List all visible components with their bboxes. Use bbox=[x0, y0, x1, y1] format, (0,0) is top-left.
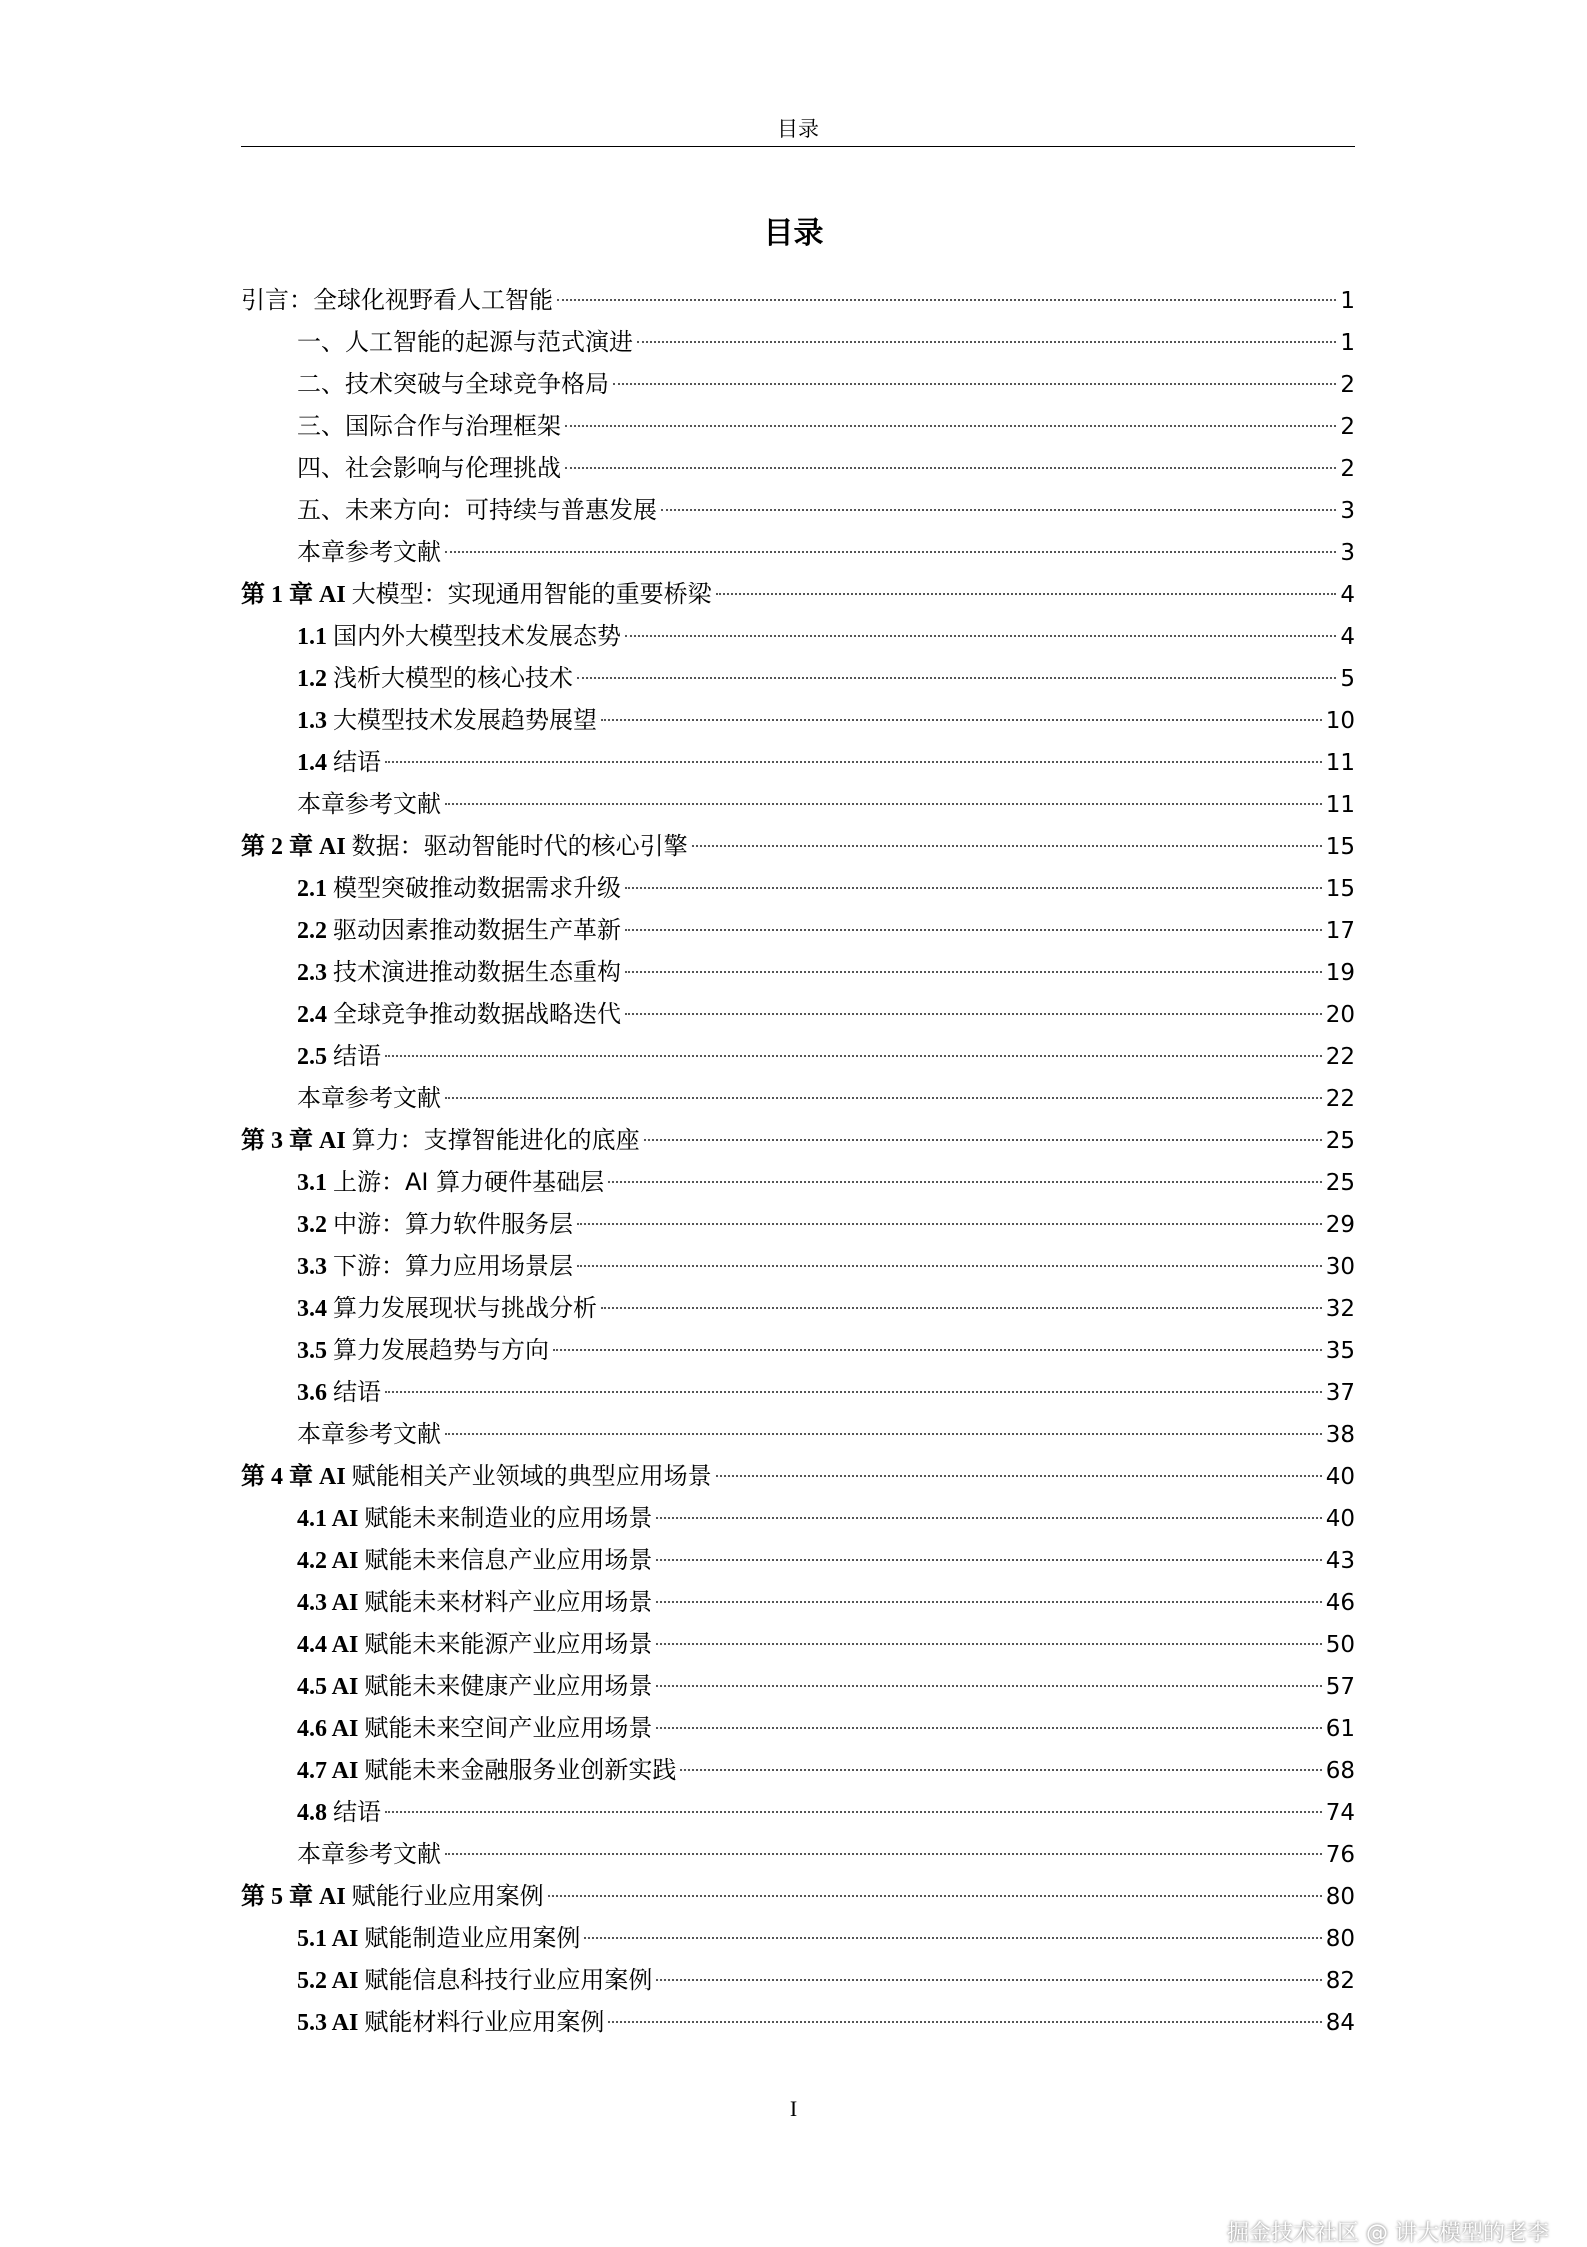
toc-entry-text: 结语 bbox=[333, 1378, 381, 1406]
toc-entry-number: 4.4 AI bbox=[297, 1632, 365, 1658]
toc-entry-page: 17 bbox=[1325, 918, 1355, 944]
toc-entry-number: 5.1 AI bbox=[297, 1926, 365, 1952]
toc-section-entry[interactable] bbox=[241, 1959, 1355, 2001]
toc-entry-label bbox=[297, 489, 657, 531]
toc-entry-label bbox=[297, 783, 441, 825]
toc-entry-text: 本章参考文献 bbox=[297, 790, 441, 818]
toc-entry-page: 29 bbox=[1325, 1212, 1355, 1238]
toc-section-entry[interactable] bbox=[241, 363, 1355, 405]
dot-leader bbox=[445, 1097, 1322, 1099]
toc-entry-text: 结语 bbox=[333, 748, 381, 776]
toc-entry-label bbox=[297, 2001, 604, 2044]
toc-section-entry[interactable] bbox=[241, 1077, 1355, 1119]
dot-leader bbox=[584, 1937, 1321, 1939]
toc-chapter-entry[interactable] bbox=[241, 573, 1355, 615]
dot-leader bbox=[661, 509, 1336, 511]
dot-leader bbox=[385, 1391, 1322, 1393]
toc-entry-page: 43 bbox=[1325, 1548, 1355, 1574]
toc-section-entry[interactable] bbox=[241, 741, 1355, 783]
dot-leader bbox=[445, 551, 1336, 553]
toc-entry-number: 4.1 AI bbox=[297, 1506, 365, 1532]
toc-title: 目录 bbox=[763, 216, 824, 251]
toc-chapter-entry[interactable] bbox=[241, 1875, 1355, 1917]
toc-entry-text: 算力发展现状与挑战分析 bbox=[333, 1294, 597, 1322]
toc-entry-number: 3.6 bbox=[297, 1380, 333, 1406]
toc-entry-label bbox=[297, 1497, 652, 1540]
toc-entry-label bbox=[297, 321, 633, 363]
dot-leader bbox=[577, 1265, 1322, 1267]
toc-entry-text: 赋能未来信息产业应用场景 bbox=[364, 1546, 653, 1574]
toc-section-entry[interactable] bbox=[241, 1497, 1355, 1539]
dot-leader bbox=[608, 2021, 1321, 2023]
toc-entry-label bbox=[297, 405, 561, 447]
dot-leader bbox=[625, 929, 1322, 931]
dot-leader bbox=[385, 1811, 1322, 1813]
toc-entry-page: 4 bbox=[1340, 624, 1355, 650]
toc-entry-text: 赋能未来健康产业应用场景 bbox=[364, 1672, 653, 1700]
toc-entry-number: 第 1 章 AI bbox=[241, 582, 352, 608]
toc-entry-text: 本章参考文献 bbox=[297, 1840, 441, 1868]
toc-entry-page: 35 bbox=[1325, 1338, 1355, 1364]
toc-entry-label bbox=[297, 1791, 381, 1834]
toc-entry-text: 赋能未来金融服务业创新实践 bbox=[364, 1756, 677, 1784]
toc-section-entry[interactable] bbox=[241, 1707, 1355, 1749]
dot-leader bbox=[625, 971, 1322, 973]
toc-entry-label bbox=[297, 741, 381, 784]
dot-leader bbox=[680, 1769, 1321, 1771]
dot-leader bbox=[601, 1307, 1322, 1309]
toc-entry-page: 82 bbox=[1325, 1968, 1355, 1994]
toc-entry-label bbox=[297, 363, 609, 405]
toc-entry-text: 本章参考文献 bbox=[297, 1420, 441, 1448]
dot-leader bbox=[557, 299, 1336, 301]
dot-leader bbox=[445, 1433, 1322, 1435]
toc-section-entry[interactable] bbox=[241, 1833, 1355, 1875]
toc-entry-number: 5.2 AI bbox=[297, 1968, 365, 1994]
running-header bbox=[241, 112, 1355, 147]
toc-section-entry[interactable] bbox=[241, 1245, 1355, 1287]
dot-leader bbox=[608, 1181, 1322, 1183]
toc-entry-page: 80 bbox=[1325, 1884, 1355, 1910]
toc-entry-label bbox=[241, 1119, 640, 1162]
toc-entry-page: 2 bbox=[1340, 372, 1355, 398]
toc-entry-page: 1 bbox=[1340, 288, 1355, 314]
toc-entry-number: 4.7 AI bbox=[297, 1758, 365, 1784]
dot-leader bbox=[577, 1223, 1322, 1225]
toc-section-entry[interactable] bbox=[241, 1539, 1355, 1581]
dot-leader bbox=[565, 467, 1336, 469]
toc-entry-page: 46 bbox=[1325, 1590, 1355, 1616]
toc-entry-text: 赋能未来材料产业应用场景 bbox=[364, 1588, 653, 1616]
toc-entry-page: 25 bbox=[1325, 1170, 1355, 1196]
dot-leader bbox=[656, 1643, 1321, 1645]
toc-entry-number: 2.2 bbox=[297, 918, 333, 944]
toc-entry-label bbox=[297, 1749, 676, 1792]
toc-section-entry[interactable] bbox=[241, 951, 1355, 993]
toc-section-entry[interactable] bbox=[241, 615, 1355, 657]
toc-section-entry[interactable] bbox=[241, 1791, 1355, 1833]
toc-entry-label bbox=[297, 867, 621, 910]
dot-leader bbox=[637, 341, 1336, 343]
toc-entry-label bbox=[241, 573, 712, 616]
toc-entry-text: 赋能信息科技行业应用案例 bbox=[364, 1966, 653, 1994]
toc-entry-page: 2 bbox=[1340, 456, 1355, 482]
toc-entry-page: 25 bbox=[1325, 1128, 1355, 1154]
toc-entry-page: 22 bbox=[1325, 1086, 1355, 1112]
toc-entry-number: 1.4 bbox=[297, 750, 333, 776]
toc-entry-page: 38 bbox=[1325, 1422, 1355, 1448]
toc-entry-label bbox=[297, 1245, 573, 1288]
toc-section-entry[interactable] bbox=[241, 909, 1355, 951]
toc-entry-number: 3.4 bbox=[297, 1296, 333, 1322]
toc-entry-page: 80 bbox=[1325, 1926, 1355, 1952]
toc-entry-page: 22 bbox=[1325, 1044, 1355, 1070]
toc-entry-number: 4.6 AI bbox=[297, 1716, 365, 1742]
toc-section-entry[interactable] bbox=[241, 321, 1355, 363]
dot-leader bbox=[656, 1727, 1321, 1729]
toc-entry-page: 74 bbox=[1325, 1800, 1355, 1826]
dot-leader bbox=[644, 1139, 1322, 1141]
toc-entry-label bbox=[241, 1875, 544, 1918]
dot-leader bbox=[716, 593, 1337, 595]
toc-chapter-entry[interactable] bbox=[241, 1119, 1355, 1161]
toc-entry-text: 引言：全球化视野看人工智能 bbox=[241, 286, 553, 314]
toc-entry-label bbox=[297, 993, 621, 1036]
toc-section-entry[interactable] bbox=[241, 1287, 1355, 1329]
toc-section-entry[interactable] bbox=[241, 405, 1355, 447]
toc-entry-label bbox=[241, 825, 688, 868]
toc-entry-label bbox=[297, 1581, 652, 1624]
toc-entry-label bbox=[297, 1707, 652, 1750]
toc-section-entry[interactable] bbox=[241, 783, 1355, 825]
toc-entry-text: 下游：算力应用场景层 bbox=[333, 1252, 573, 1280]
dot-leader bbox=[548, 1895, 1322, 1897]
toc-entry-page: 40 bbox=[1325, 1506, 1355, 1532]
toc-entry-text: 结语 bbox=[333, 1042, 381, 1070]
toc-section-entry[interactable] bbox=[241, 531, 1355, 573]
dot-leader bbox=[445, 803, 1322, 805]
toc-entry-text: 赋能未来能源产业应用场景 bbox=[364, 1630, 653, 1658]
toc-entry-text: 结语 bbox=[333, 1798, 381, 1826]
toc-entry-page: 11 bbox=[1325, 750, 1355, 776]
toc-entry-label bbox=[297, 1161, 604, 1204]
toc-entry-text: 赋能材料行业应用案例 bbox=[364, 2008, 605, 2036]
toc-section-entry[interactable] bbox=[241, 699, 1355, 741]
toc-entry-text: 算力发展趋势与方向 bbox=[333, 1336, 549, 1364]
toc-section-entry[interactable] bbox=[241, 1371, 1355, 1413]
toc-entry-label bbox=[297, 951, 621, 994]
toc-entry-number: 2.4 bbox=[297, 1002, 333, 1028]
toc-entry-page: 40 bbox=[1325, 1464, 1355, 1490]
toc-entry-label bbox=[297, 1539, 652, 1582]
toc-section-entry[interactable] bbox=[241, 1413, 1355, 1455]
toc-entry-page: 3 bbox=[1340, 540, 1355, 566]
toc-entry-number: 3.1 bbox=[297, 1170, 333, 1196]
toc-entry-number: 2.3 bbox=[297, 960, 333, 986]
toc-entry-text: 一、人工智能的起源与范式演进 bbox=[297, 328, 633, 356]
toc-chapter-entry[interactable] bbox=[241, 279, 1355, 321]
toc-section-entry[interactable] bbox=[241, 1035, 1355, 1077]
toc-entry-label bbox=[297, 699, 597, 742]
toc-section-entry[interactable] bbox=[241, 1749, 1355, 1791]
toc-list bbox=[241, 279, 1355, 2043]
toc-section-entry[interactable] bbox=[241, 447, 1355, 489]
toc-entry-label bbox=[297, 1371, 381, 1414]
toc-entry-text: 本章参考文献 bbox=[297, 1084, 441, 1112]
dot-leader bbox=[656, 1685, 1321, 1687]
toc-entry-text: 二、技术突破与全球竞争格局 bbox=[297, 370, 609, 398]
toc-section-entry[interactable] bbox=[241, 1329, 1355, 1371]
toc-entry-number: 4.3 AI bbox=[297, 1590, 365, 1616]
toc-entry-text: 技术演进推动数据生态重构 bbox=[333, 958, 621, 986]
toc-entry-page: 15 bbox=[1325, 876, 1355, 902]
toc-entry-text: 三、国际合作与治理框架 bbox=[297, 412, 561, 440]
watermark: 掘金技术社区 @ 讲大模型的老李 bbox=[1227, 2221, 1549, 2246]
page-number: I bbox=[789, 2096, 798, 2121]
toc-entry-label bbox=[297, 531, 441, 573]
toc-section-entry[interactable] bbox=[241, 1623, 1355, 1665]
toc-entry-page: 2 bbox=[1340, 414, 1355, 440]
toc-section-entry[interactable] bbox=[241, 993, 1355, 1035]
dot-leader bbox=[385, 761, 1322, 763]
toc-entry-label bbox=[297, 1833, 441, 1875]
toc-entry-label bbox=[297, 657, 573, 700]
toc-entry-label bbox=[297, 447, 561, 489]
toc-entry-text: 赋能制造业应用案例 bbox=[364, 1924, 581, 1952]
dot-leader bbox=[625, 887, 1322, 889]
dot-leader bbox=[692, 845, 1322, 847]
dot-leader bbox=[445, 1853, 1322, 1855]
toc-entry-text: 上游：AI 算力硬件基础层 bbox=[333, 1168, 605, 1196]
toc-entry-label bbox=[297, 1203, 573, 1246]
toc-entry-text: 赋能未来制造业的应用场景 bbox=[364, 1504, 653, 1532]
toc-section-entry[interactable] bbox=[241, 1161, 1355, 1203]
dot-leader bbox=[656, 1979, 1321, 1981]
toc-entry-label bbox=[297, 1035, 381, 1078]
toc-entry-label bbox=[297, 1665, 652, 1708]
toc-entry-page: 5 bbox=[1340, 666, 1355, 692]
dot-leader bbox=[601, 719, 1322, 721]
toc-section-entry[interactable] bbox=[241, 1665, 1355, 1707]
toc-entry-number: 第 5 章 AI bbox=[241, 1884, 352, 1910]
toc-entry-label bbox=[297, 1329, 549, 1372]
toc-section-entry[interactable] bbox=[241, 1917, 1355, 1959]
toc-entry-number: 1.2 bbox=[297, 666, 333, 692]
toc-section-entry[interactable] bbox=[241, 657, 1355, 699]
dot-leader bbox=[625, 635, 1336, 637]
toc-entry-text: 五、未来方向：可持续与普惠发展 bbox=[297, 496, 657, 524]
toc-entry-text: 赋能行业应用案例 bbox=[351, 1882, 544, 1910]
toc-entry-text: 大模型：实现通用智能的重要桥梁 bbox=[351, 580, 712, 608]
toc-entry-number: 3.5 bbox=[297, 1338, 333, 1364]
toc-entry-page: 19 bbox=[1325, 960, 1355, 986]
toc-entry-number: 1.1 bbox=[297, 624, 333, 650]
toc-entry-page: 84 bbox=[1325, 2010, 1355, 2036]
toc-entry-text: 大模型技术发展趋势展望 bbox=[333, 706, 597, 734]
toc-entry-label bbox=[297, 1413, 441, 1455]
toc-entry-number: 3.3 bbox=[297, 1254, 333, 1280]
toc-chapter-entry[interactable] bbox=[241, 825, 1355, 867]
toc-entry-page: 20 bbox=[1325, 1002, 1355, 1028]
toc-entry-page: 3 bbox=[1340, 498, 1355, 524]
toc-entry-page: 4 bbox=[1340, 582, 1355, 608]
toc-section-entry[interactable] bbox=[241, 1581, 1355, 1623]
dot-leader bbox=[716, 1475, 1322, 1477]
toc-entry-label bbox=[241, 1455, 712, 1498]
toc-entry-page: 57 bbox=[1325, 1674, 1355, 1700]
toc-entry-page: 68 bbox=[1325, 1758, 1355, 1784]
toc-entry-label bbox=[297, 615, 621, 658]
dot-leader bbox=[565, 425, 1336, 427]
toc-entry-label bbox=[297, 1077, 441, 1119]
toc-entry-number: 第 3 章 AI bbox=[241, 1128, 352, 1154]
toc-entry-text: 驱动因素推动数据生产革新 bbox=[333, 916, 621, 944]
toc-entry-label bbox=[297, 1917, 580, 1960]
toc-entry-page: 76 bbox=[1325, 1842, 1355, 1868]
toc-entry-text: 赋能相关产业领域的典型应用场景 bbox=[351, 1462, 712, 1490]
toc-section-entry[interactable] bbox=[241, 1203, 1355, 1245]
toc-entry-number: 2.5 bbox=[297, 1044, 333, 1070]
toc-entry-number: 3.2 bbox=[297, 1212, 333, 1238]
toc-entry-number: 2.1 bbox=[297, 876, 333, 902]
dot-leader bbox=[656, 1559, 1321, 1561]
toc-entry-text: 算力：支撑智能进化的底座 bbox=[351, 1126, 640, 1154]
toc-entry-page: 30 bbox=[1325, 1254, 1355, 1280]
toc-entry-number: 第 4 章 AI bbox=[241, 1464, 352, 1490]
toc-entry-text: 本章参考文献 bbox=[297, 538, 441, 566]
toc-chapter-entry[interactable] bbox=[241, 1455, 1355, 1497]
toc-entry-text: 赋能未来空间产业应用场景 bbox=[364, 1714, 653, 1742]
dot-leader bbox=[656, 1517, 1321, 1519]
toc-section-entry[interactable] bbox=[241, 489, 1355, 531]
toc-entry-text: 全球竞争推动数据战略迭代 bbox=[333, 1000, 621, 1028]
toc-entry-page: 1 bbox=[1340, 330, 1355, 356]
toc-entry-text: 四、社会影响与伦理挑战 bbox=[297, 454, 561, 482]
dot-leader bbox=[625, 1013, 1322, 1015]
toc-entry-label bbox=[241, 279, 553, 321]
toc-section-entry[interactable] bbox=[241, 2001, 1355, 2043]
toc-entry-page: 50 bbox=[1325, 1632, 1355, 1658]
toc-entry-text: 浅析大模型的核心技术 bbox=[333, 664, 573, 692]
toc-entry-page: 32 bbox=[1325, 1296, 1355, 1322]
toc-entry-text: 模型突破推动数据需求升级 bbox=[333, 874, 621, 902]
dot-leader bbox=[385, 1055, 1322, 1057]
toc-section-entry[interactable] bbox=[241, 867, 1355, 909]
toc-entry-page: 61 bbox=[1325, 1716, 1355, 1742]
toc-entry-label bbox=[297, 1287, 597, 1330]
toc-entry-text: 国内外大模型技术发展态势 bbox=[333, 622, 621, 650]
toc-entry-label bbox=[297, 1623, 652, 1666]
dot-leader bbox=[656, 1601, 1321, 1603]
toc-entry-label bbox=[297, 909, 621, 952]
toc-entry-number: 1.3 bbox=[297, 708, 333, 734]
toc-entry-text: 中游：算力软件服务层 bbox=[333, 1210, 573, 1238]
dot-leader bbox=[613, 383, 1336, 385]
toc-entry-text: 数据：驱动智能时代的核心引擎 bbox=[351, 832, 688, 860]
toc-entry-number: 4.8 bbox=[297, 1800, 333, 1826]
dot-leader bbox=[553, 1349, 1322, 1351]
dot-leader bbox=[577, 677, 1336, 679]
toc-entry-page: 37 bbox=[1325, 1380, 1355, 1406]
running-header-title: 目录 bbox=[777, 117, 819, 141]
toc-entry-number: 5.3 AI bbox=[297, 2010, 365, 2036]
toc-entry-page: 11 bbox=[1325, 792, 1355, 818]
toc-entry-page: 10 bbox=[1325, 708, 1355, 734]
toc-entry-number: 第 2 章 AI bbox=[241, 834, 352, 860]
toc-entry-number: 4.5 AI bbox=[297, 1674, 365, 1700]
toc-entry-label bbox=[297, 1959, 652, 2002]
toc-entry-number: 4.2 AI bbox=[297, 1548, 365, 1574]
toc-entry-page: 15 bbox=[1325, 834, 1355, 860]
